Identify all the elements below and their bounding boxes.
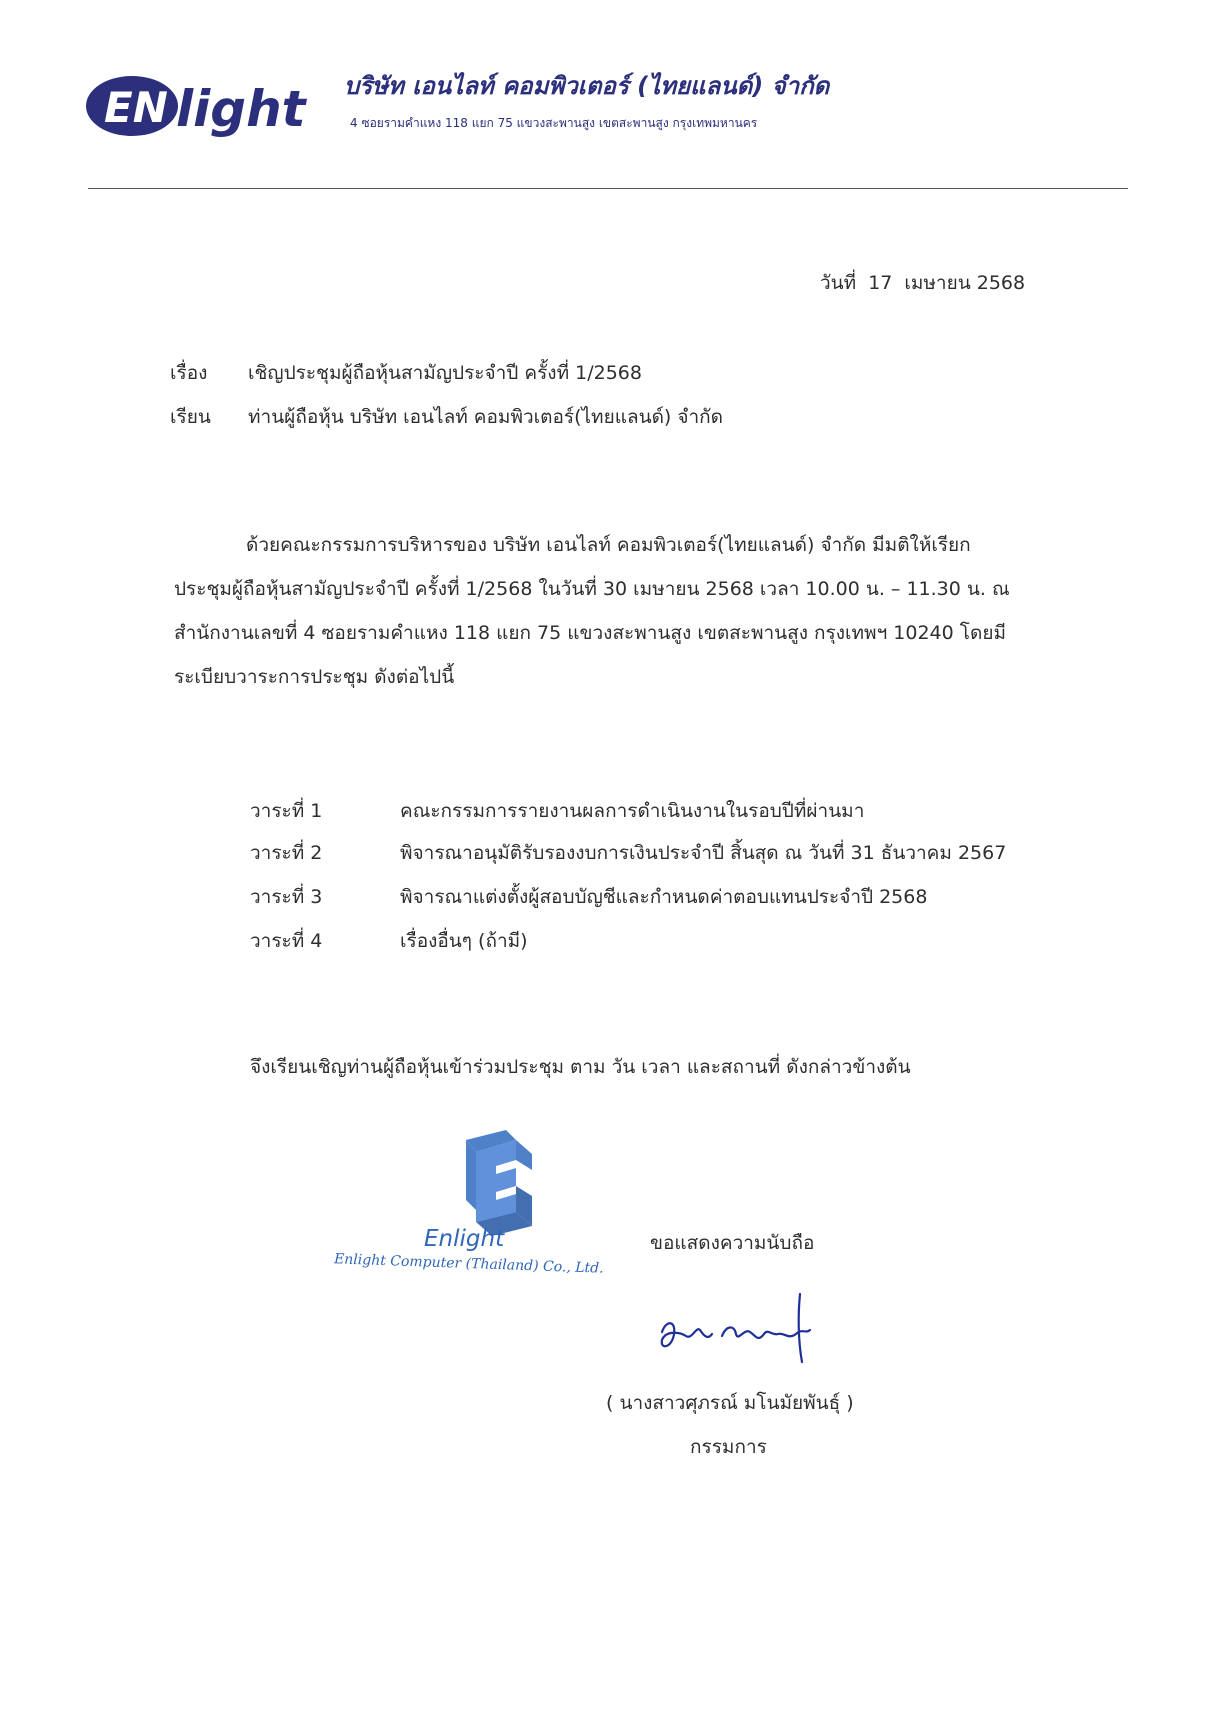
subject-label: เรื่อง — [170, 362, 208, 384]
header-divider — [88, 188, 1128, 189]
stamp-subtitle: Enlight Computer (Thailand) Co., Ltd. — [333, 1251, 604, 1277]
agenda-item — [250, 882, 927, 912]
agenda-text: พิจารณาแต่งตั้งผู้สอบบัญชีและกำหนดค่าตอบแทนประจำปี 2568 — [400, 886, 928, 908]
recipient-line — [170, 402, 723, 432]
agenda-number: วาระที่ 4 — [250, 930, 323, 952]
agenda-number: วาระที่ 2 — [250, 842, 323, 864]
date-month-year: เมษายน 2568 — [904, 272, 1026, 294]
subject-line — [170, 358, 642, 388]
letter-date — [820, 268, 1025, 298]
company-name: บริษัท เอนไลท์ คอมพิวเตอร์ (ไทยแลนด์) จำกัด — [344, 72, 830, 100]
svg-text:EN: EN — [104, 83, 168, 132]
company-address: 4 ซอยรามคำแหง 118 แยก 75 แขวงสะพานสูง เขตสะพานสูง กรุงเทพมหานคร — [350, 116, 758, 130]
closing-invitation: จึงเรียนเชิญท่านผู้ถือหุ้นเข้าร่วมประชุม ตาม วัน เวลา และสถานที่ ดังกล่าวข้างต้น — [250, 1056, 911, 1078]
subject-text: เชิญประชุมผู้ถือหุ้นสามัญประจำปี ครั้งที่ 1/2568 — [248, 362, 642, 384]
body-line: ด้วยคณะกรรมการบริหารของ บริษัท เอนไลท์ คอมพิวเตอร์(ไทยแลนด์) จำกัด มีมติให้เรียก — [246, 534, 971, 556]
recipient-label: เรียน — [170, 406, 211, 428]
agenda-item — [250, 926, 528, 956]
signer-title: กรรมการ — [690, 1436, 767, 1458]
agenda-text: เรื่องอื่นๆ (ถ้ามี) — [400, 930, 528, 952]
body-line: ประชุมผู้ถือหุ้นสามัญประจำปี ครั้งที่ 1/2568 ในวันที่ 30 เมษายน 2568 เวลา 10.00 น. – 11.30 น. ณ — [174, 578, 1010, 600]
recipient-text: ท่านผู้ถือหุ้น บริษัท เอนไลท์ คอมพิวเตอร์(ไทยแลนด์) จำกัด — [248, 406, 724, 428]
date-day: 17 — [868, 272, 893, 294]
body-line: ระเบียบวาระการประชุม ดังต่อไปนี้ — [174, 666, 455, 688]
agenda-item — [250, 838, 1006, 868]
agenda-text: พิจารณาอนุมัติรับรองงบการเงินประจำปี สิ้นสุด ณ วันที่ 31 ธันวาคม 2567 — [400, 842, 1007, 864]
agenda-item — [250, 796, 864, 826]
agenda-number: วาระที่ 1 — [250, 800, 323, 822]
svg-text:light: light — [176, 80, 306, 138]
stamp-brand: Enlight — [424, 1226, 505, 1252]
agenda-number: วาระที่ 3 — [250, 886, 323, 908]
agenda-text: คณะกรรมการรายงานผลการดำเนินงานในรอบปีที่ผ่านมา — [400, 800, 865, 822]
body-line: สำนักงานเลขที่ 4 ซอยรามคำแหง 118 แยก 75 แขวงสะพานสูง เขตสะพานสูง กรุงเทพฯ 10240 โดยมี — [174, 622, 1006, 644]
signature-icon — [640, 1290, 840, 1370]
date-prefix: วันที่ — [820, 272, 857, 294]
signer-name: ( นางสาวศุภรณ์ มโนมัยพันธุ์ ) — [606, 1392, 854, 1414]
enlight-logo — [84, 64, 324, 154]
closing-regards: ขอแสดงความนับถือ — [650, 1232, 815, 1254]
